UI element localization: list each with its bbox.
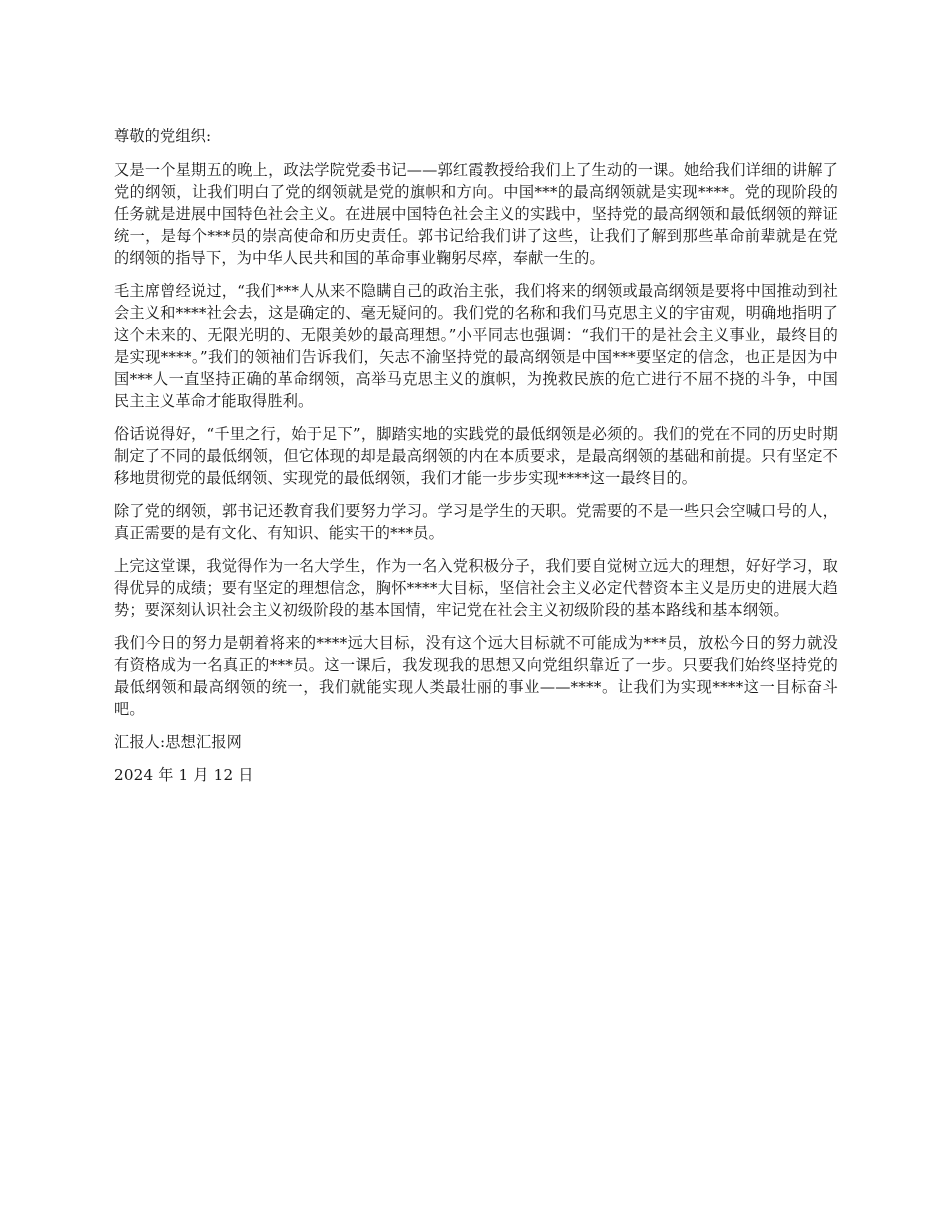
paragraph-2: 毛主席曾经说过，“我们***人从来不隐瞒自己的政治主张，我们将来的纲领或最高纲领是要将中国推动到社会主义和****社会去，这是确定的、毫无疑问的。我们党的名称和我们马克思主义的宇宙观，明确地指明了这个未来的、无限光明的、无限美妙的最高理想。”小平同志也强调：“我们干的是社会主义事业，最终目的是实现****。”我们的领袖们告诉我们，矢志不渝坚持党的最高纲领是中国***要坚定的信念，也正是因为中国***人一直坚持正确的革命纲领，高举马克思主义的旗帜，为挽救民族的危亡进行不屈不挠的斗争，中国民主主义革命才能取得胜利。: [114, 282, 838, 410]
date-line: 2024 年 1 月 12 日: [114, 766, 254, 784]
greeting: 尊敬的党组织:: [114, 127, 212, 145]
paragraph-1: 又是一个星期五的晚上，政法学院党委书记——郭红霞教授给我们上了生动的一课。她给我们详细的讲解了党的纲领，让我们明白了党的纲领就是党的旗帜和方向。中国***的最高纲领就是实现****。党的现阶段的任务就是进展中国特色社会主义。在进展中国特色社会主义的实践中，坚持党的最高纲领和最低纲领的辩证统一，是每个***员的崇高使命和历史责任。郭书记给我们讲了这些，让我们了解到那些革命前辈就是在党的纲领的指导下，为中华人民共和国的革命事业鞠躬尽瘁，奉献一生的。: [114, 161, 838, 267]
paragraph-4: 除了党的纲领，郭书记还教育我们要努力学习。学习是学生的天职。党需要的不是一些只会空喊口号的人，真正需要的是有文化、有知识、能实干的***员。: [114, 502, 838, 542]
paragraph-5: 上完这堂课，我觉得作为一名大学生，作为一名入党积极分子，我们要自觉树立远大的理想，好好学习，取得优异的成绩；要有坚定的理想信念，胸怀****大目标，坚信社会主义必定代替资本主义是历史的进展大趋势；要深刻认识社会主义初级阶段的基本国情，牢记党在社会主义初级阶段的基本路线和基本纲领。: [114, 557, 838, 619]
reporter-line: 汇报人:思想汇报网: [114, 733, 242, 751]
document-body: [114, 125, 838, 797]
paragraph-3: 俗话说得好，“千里之行，始于足下”，脚踏实地的实践党的最低纲领是必须的。我们的党在不同的历史时期制定了不同的最低纲领，但它体现的却是最高纲领的内在本质要求，是最高纲领的基础和前提。只有坚定不移地贯彻党的最低纲领、实现党的最低纲领，我们才能一步步实现****这一最终目的。: [114, 425, 838, 487]
paragraph-6: 我们今日的努力是朝着将来的****远大目标，没有这个远大目标就不可能成为***员，放松今日的努力就没有资格成为一名真正的***员。这一课后，我发现我的思想又向党组织靠近了一步。只要我们始终坚持党的最低纲领和最高纲领的统一，我们就能实现人类最壮丽的事业——****。让我们为实现****这一目标奋斗吧。: [114, 634, 838, 718]
